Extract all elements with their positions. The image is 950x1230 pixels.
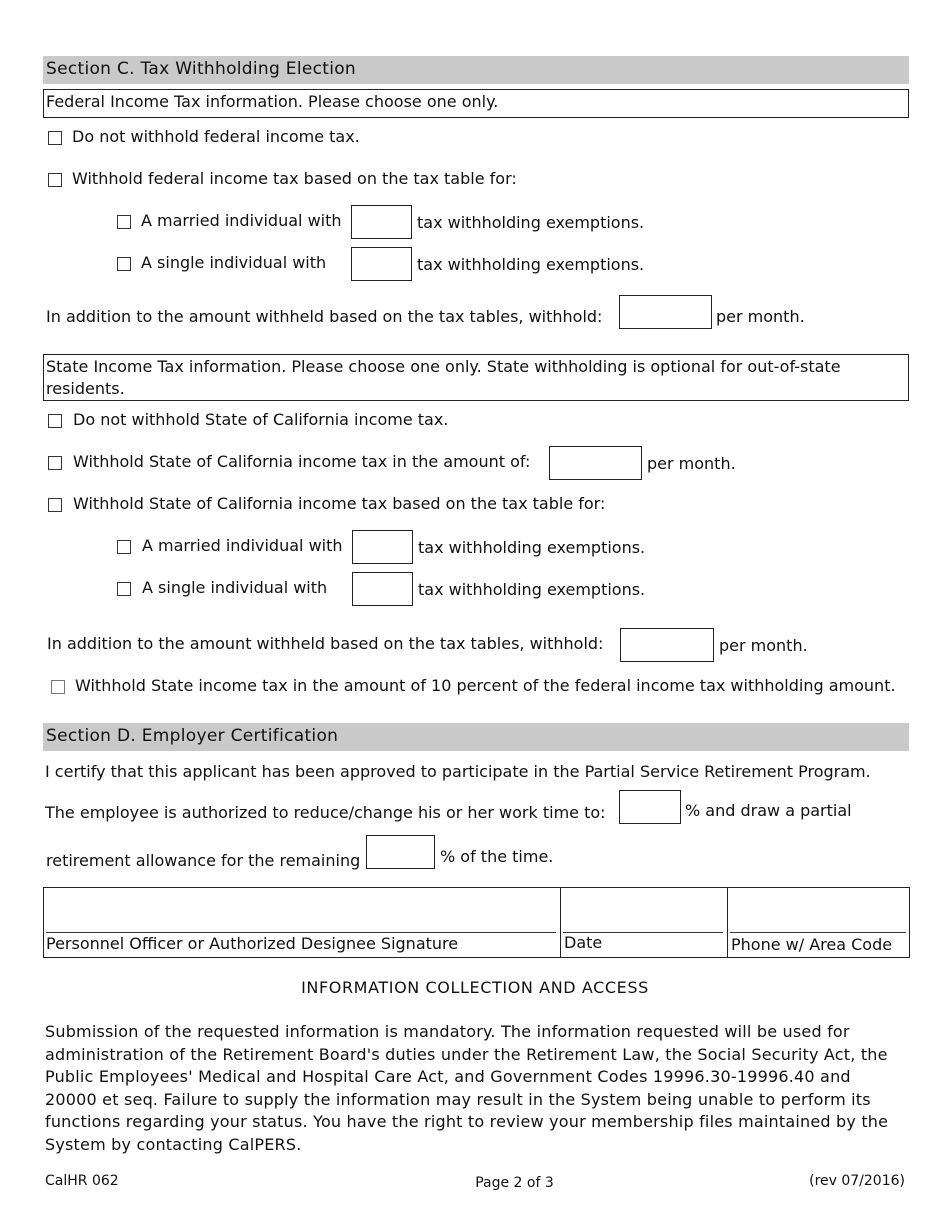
federal-info-header bbox=[43, 89, 909, 118]
state-additional-amount-input[interactable] bbox=[620, 628, 714, 662]
signature-divider bbox=[560, 887, 561, 958]
state-married-label: A married individual with bbox=[142, 536, 343, 555]
state-amount-per-month-text: per month. bbox=[647, 454, 736, 473]
date-label: Date bbox=[564, 933, 603, 952]
work-time-percent-input[interactable] bbox=[619, 790, 681, 824]
federal-married-exemptions-text: tax withholding exemptions. bbox=[417, 213, 645, 232]
revision: (rev 07/2016) bbox=[809, 1173, 905, 1189]
federal-single-label: A single individual with bbox=[141, 253, 327, 272]
remaining-percent-input[interactable] bbox=[366, 835, 435, 869]
state-additional-per-month-text: per month. bbox=[719, 636, 808, 655]
date-divider bbox=[727, 887, 728, 958]
section-c-header bbox=[43, 56, 909, 84]
state-amount-checkbox[interactable] bbox=[48, 456, 62, 470]
federal-additional-label: In addition to the amount withheld based on the tax tables, withhold: bbox=[46, 307, 603, 326]
state-single-exemptions-input[interactable] bbox=[352, 572, 413, 606]
form-id: CalHR 062 bbox=[45, 1173, 119, 1189]
signature-field[interactable] bbox=[46, 890, 556, 930]
federal-married-checkbox[interactable] bbox=[117, 215, 131, 229]
state-additional-label: In addition to the amount withheld based on the tax tables, withhold: bbox=[47, 634, 604, 653]
state-single-exemptions-text: tax withholding exemptions. bbox=[418, 580, 646, 599]
section-d-title: Section D. Employer Certification bbox=[46, 726, 339, 746]
remaining-text: retirement allowance for the remaining bbox=[46, 851, 361, 870]
state-single-checkbox[interactable] bbox=[117, 582, 131, 596]
state-ten-percent-label: Withhold State income tax in the amount of 10 percent of the federal income tax withholding amount. bbox=[75, 676, 896, 695]
section-d-header bbox=[43, 723, 909, 751]
percent-draw-text: % and draw a partial bbox=[685, 801, 852, 820]
state-table-checkbox[interactable] bbox=[48, 498, 62, 512]
federal-single-checkbox[interactable] bbox=[117, 257, 131, 271]
federal-single-exemptions-input[interactable] bbox=[351, 247, 412, 281]
state-info-header bbox=[43, 354, 909, 401]
info-title-text: INFORMATION COLLECTION AND ACCESS bbox=[301, 978, 649, 997]
phone-field[interactable] bbox=[730, 890, 906, 930]
state-ten-percent-checkbox[interactable] bbox=[51, 680, 65, 694]
federal-married-exemptions-input[interactable] bbox=[351, 205, 412, 239]
federal-no-withhold-checkbox[interactable] bbox=[48, 131, 62, 145]
percent-time-text: % of the time. bbox=[440, 847, 554, 866]
state-amount-input[interactable] bbox=[549, 446, 642, 480]
federal-table-checkbox[interactable] bbox=[48, 173, 62, 187]
federal-table-label: Withhold federal income tax based on the tax table for: bbox=[72, 169, 517, 188]
info-body: Submission of the requested information is mandatory. The information requested will be used for administration of the Retirement Board's duties under the Retirement Law, the Social Security Act, the Public Employees' Medical and Hospital Care Act, and Government Codes 19996.30-19996.40 and 20000 et seq. Failure to supply the information may result in the System being unable to perform its functions regarding your status. You have the right to review your membership files maintained by the System by contacting CalPERS. bbox=[45, 1022, 889, 1154]
state-no-withhold-label: Do not withhold State of California income tax. bbox=[73, 410, 449, 429]
state-married-exemptions-text: tax withholding exemptions. bbox=[418, 538, 646, 557]
reduce-text: The employee is authorized to reduce/change his or her work time to: bbox=[45, 803, 606, 822]
state-no-withhold-checkbox[interactable] bbox=[48, 414, 62, 428]
state-info-header-text: State Income Tax information. Please choose one only. State withholding is optional for out-of-state residents. bbox=[46, 357, 841, 398]
page-number-wrap bbox=[0, 1175, 950, 1191]
state-married-checkbox[interactable] bbox=[117, 540, 131, 554]
page-number: Page 2 of 3 bbox=[475, 1175, 554, 1191]
state-amount-label: Withhold State of California income tax in the amount of: bbox=[73, 452, 531, 471]
phone-label: Phone w/ Area Code bbox=[731, 935, 893, 954]
federal-single-exemptions-text: tax withholding exemptions. bbox=[417, 255, 645, 274]
section-c-title: Section C. Tax Withholding Election bbox=[46, 59, 357, 79]
state-table-label: Withhold State of California income tax based on the tax table for: bbox=[73, 494, 606, 513]
federal-per-month-text: per month. bbox=[716, 307, 805, 326]
signature-line bbox=[46, 932, 556, 933]
federal-married-label: A married individual with bbox=[141, 211, 342, 230]
state-single-label: A single individual with bbox=[142, 578, 328, 597]
info-title bbox=[0, 978, 950, 997]
phone-line bbox=[730, 932, 906, 933]
federal-info-header-text: Federal Income Tax information. Please choose one only. bbox=[46, 92, 499, 111]
state-married-exemptions-input[interactable] bbox=[352, 530, 413, 564]
certify-text: I certify that this applicant has been approved to participate in the Partial Service Retirement Program. bbox=[45, 762, 871, 781]
date-field[interactable] bbox=[563, 890, 723, 930]
signature-label: Personnel Officer or Authorized Designee Signature bbox=[46, 934, 459, 953]
federal-no-withhold-label: Do not withhold federal income tax. bbox=[72, 127, 360, 146]
federal-additional-amount-input[interactable] bbox=[619, 295, 712, 329]
